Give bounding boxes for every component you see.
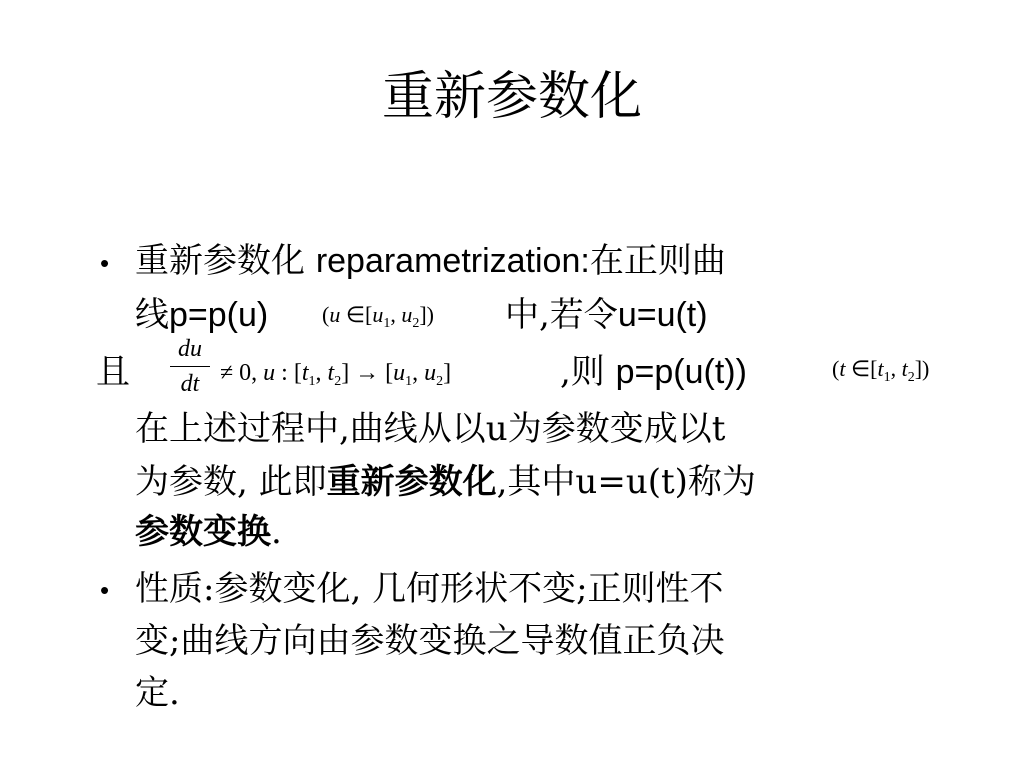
fraction-numerator: du: [178, 336, 202, 362]
text-cn: 重新参数化: [135, 241, 316, 281]
fraction-denominator: dt: [180, 371, 200, 397]
text-bold: 重新参数化: [326, 462, 497, 502]
text-cn: 且: [96, 352, 130, 392]
text-bold: 参数变换: [135, 512, 271, 552]
text-cn: 在正则曲: [589, 241, 726, 281]
bullet-1-line-4: 在上述过程中,曲线从以u为参数变成以t: [135, 409, 726, 449]
bullet-2-line-2: 变;曲线方向由参数变换之导数值正负决: [135, 621, 725, 661]
bullet-1-line-5: [135, 455, 756, 509]
bullet-1-line-6: [135, 505, 282, 559]
text-en: p=p(u(t)): [615, 353, 747, 391]
bullet-1-line-3b: [560, 345, 747, 399]
bullet-marker: •: [100, 248, 110, 278]
slide-title: 重新参数化: [381, 67, 642, 127]
formula-mapping: ≠ 0, u : [$t_1$, $t_2] \to [u_1$, $u_2$]: [220, 360, 452, 389]
text-cn: ,其中u=u(t)称为: [496, 462, 756, 502]
bullet-marker: •: [100, 575, 110, 605]
bullet-2-line-1: 性质:参数变化, 几何形状不变;正则性不: [135, 569, 724, 609]
bullet-1-line-2b: [505, 288, 708, 342]
text-cn: 为参数, 此即: [135, 462, 327, 502]
fraction-bar: [170, 366, 210, 367]
text-en: p=p(u): [169, 296, 269, 334]
bullet-1-line-1: [135, 234, 726, 288]
text-cn: .: [271, 512, 282, 552]
formula-t-range: (t $\in[t_1$, $t_2$]): [832, 356, 930, 385]
bullet-1-line-3: [96, 345, 130, 399]
formula-u-range: (u $\in[u_1$, $u_2$]): [322, 302, 434, 331]
text-en: u=u(t): [617, 296, 708, 334]
text-cn: 线: [135, 295, 169, 335]
text-cn: 中,若令: [505, 295, 618, 335]
text-en: reparametrization:: [315, 242, 590, 280]
text-cn: ,则: [560, 352, 616, 392]
bullet-2-line-3: 定.: [135, 673, 180, 713]
formula-derivative: [170, 334, 210, 399]
